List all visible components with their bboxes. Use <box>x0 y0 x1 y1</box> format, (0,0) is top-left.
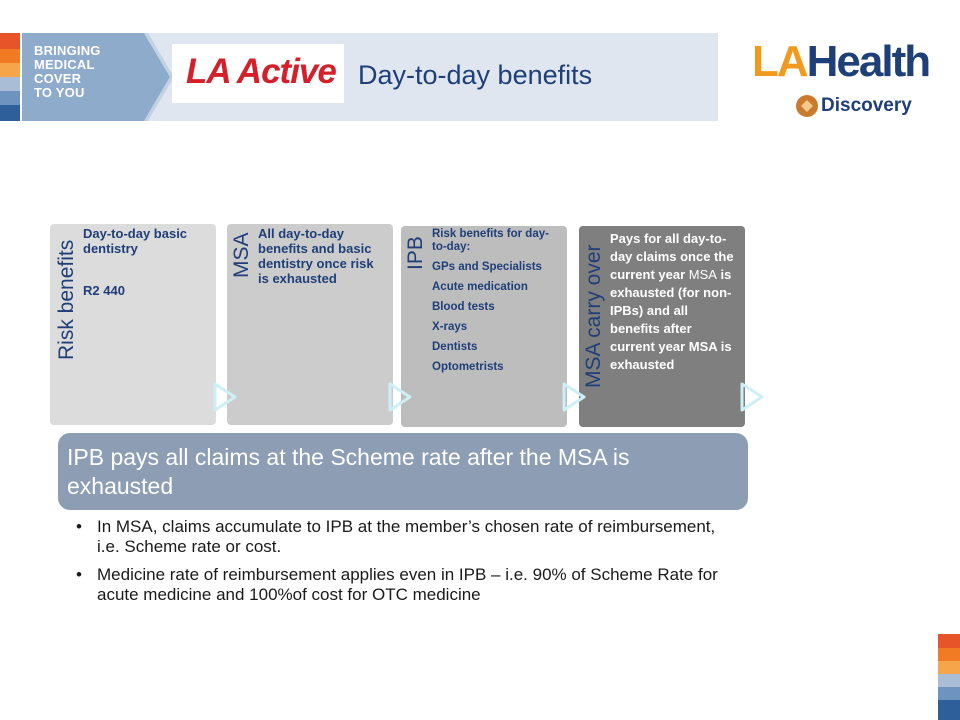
flow-arrow-icon <box>740 382 764 412</box>
list-item <box>76 565 736 605</box>
ipb-item: X-rays <box>432 321 468 333</box>
bullet-symbol: • <box>76 565 82 584</box>
flow-arrow-icon <box>388 382 412 412</box>
discovery-text: Discovery <box>821 95 912 116</box>
list-item <box>76 517 736 557</box>
risk-benefits-text <box>83 226 208 298</box>
carry-over-text-msa: MSA <box>688 267 717 282</box>
brand-health: Health <box>806 37 930 86</box>
notes-list <box>76 517 736 613</box>
logo-la: LA <box>186 52 230 91</box>
risk-benefit-amount: R2 440 <box>83 283 125 298</box>
msa-carry-over-text <box>610 230 738 374</box>
discovery-diamond-icon <box>796 95 818 117</box>
ipb-item: Blood tests <box>432 301 495 313</box>
flow-arrow-icon <box>562 382 586 412</box>
ipb-item: Risk benefits for day-to-day: <box>432 228 549 253</box>
msa-text: All day-to-day benefits and basic dentistry once risk is exhausted <box>258 226 374 286</box>
tagline-line: COVER <box>34 71 82 86</box>
ipb-text <box>432 228 562 381</box>
la-health-logo <box>752 38 929 86</box>
ipb-item: Dentists <box>432 341 478 353</box>
ipb-callout-text: IPB pays all claims at the Scheme rate after the MSA is exhausted <box>67 444 630 499</box>
carry-over-text-b: is exhausted (for non-IPBs) and all benefits after current year MSA is exhausted <box>610 267 732 372</box>
flow-arrow-icon <box>213 382 237 412</box>
la-active-logo <box>186 52 336 92</box>
page-title: Day-to-day benefits <box>358 60 593 90</box>
tagline-line: BRINGING <box>34 43 101 58</box>
msa-label: MSA <box>230 232 253 278</box>
note-text: In MSA, claims accumulate to IPB at the member’s chosen rate of reimbursement, i.e. Scheme rate or cost. <box>97 517 716 556</box>
risk-benefit-item: Day-to-day basic dentistry <box>83 226 188 256</box>
tagline <box>34 44 101 100</box>
ipb-label: IPB <box>404 236 427 270</box>
carry-over-text-a: Pays for all day-to-day claims once the current year <box>610 231 734 282</box>
ipb-item: GPs and Specialists <box>432 261 542 273</box>
msa-carry-over-label: MSA carry over <box>582 244 605 388</box>
risk-benefits-label: Risk benefits <box>55 239 78 360</box>
ipb-item: Acute medication <box>432 281 528 293</box>
tagline-line: MEDICAL <box>34 57 95 72</box>
tagline-line: TO YOU <box>34 85 85 100</box>
brand-la: LA <box>752 37 807 86</box>
ipb-item: Optometrists <box>432 361 504 373</box>
bullet-symbol: • <box>76 517 82 536</box>
note-text: Medicine rate of reimbursement applies even in IPB – i.e. 90% of Scheme Rate for acute medicine and 100%of cost for OTC medicine <box>97 565 718 604</box>
logo-active: Active <box>236 52 336 91</box>
